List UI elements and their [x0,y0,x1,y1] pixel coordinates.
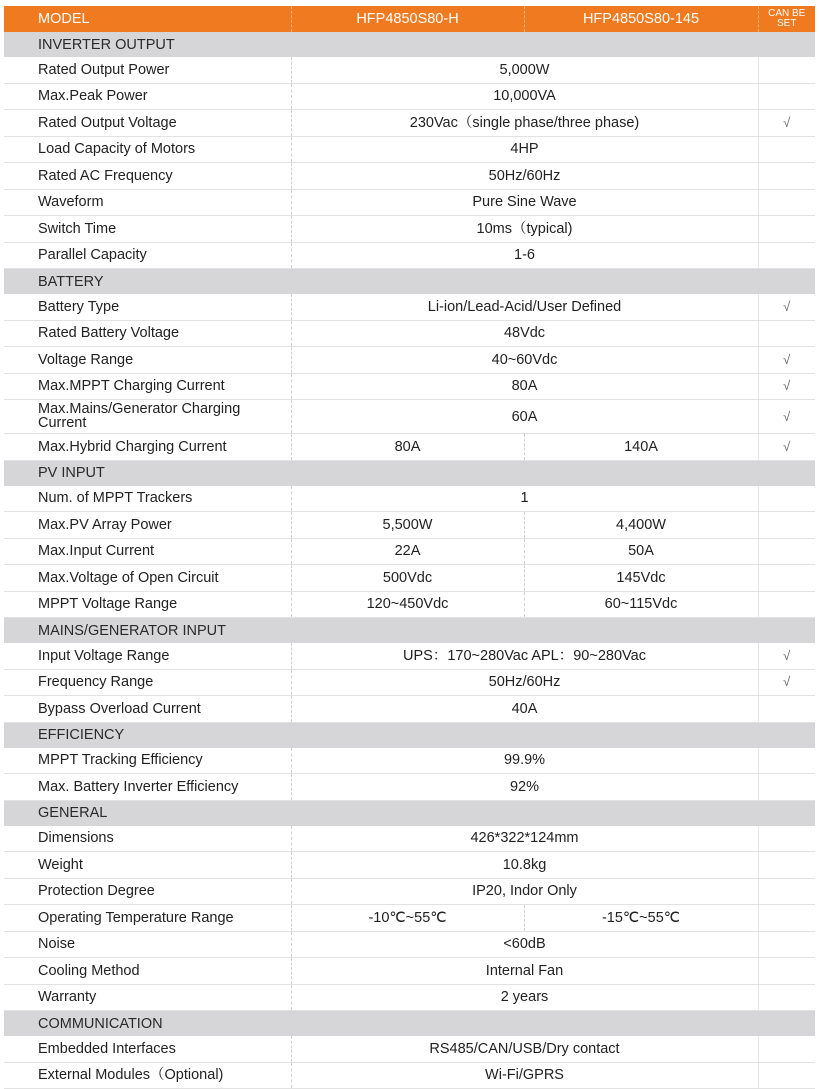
spec-row [4,931,815,958]
spec-value: RS485/CAN/USB/Dry contact [291,1036,758,1062]
spec-row [4,774,815,801]
spec-label: External Modules（Optional) [4,1062,291,1089]
settable-check-icon: √ [758,434,815,461]
spec-sheet [4,6,815,1089]
settable-check-icon: √ [758,373,815,400]
spec-row [4,486,815,512]
spec-row [4,1036,815,1062]
spec-value-model-b: 140A [524,434,758,461]
spec-row [4,696,815,723]
spec-label: Max. Battery Inverter Efficiency [4,774,291,801]
spec-row [4,57,815,83]
settable-check-icon: √ [758,110,815,137]
spec-row [4,958,815,985]
spec-label: Operating Temperature Range [4,905,291,932]
settable-cell [758,958,815,985]
settable-cell [758,826,815,852]
section-title: INVERTER OUTPUT [4,32,815,57]
settable-cell [758,512,815,539]
spec-label: Parallel Capacity [4,242,291,269]
section-title: GENERAL [4,800,815,826]
spec-row [4,669,815,696]
settable-cell [758,1036,815,1062]
spec-label: Weight [4,852,291,879]
spec-label: Switch Time [4,216,291,243]
spec-label: Load Capacity of Motors [4,136,291,163]
settable-cell [758,984,815,1011]
settable-cell [758,774,815,801]
spec-row [4,373,815,400]
spec-row [4,538,815,565]
settable-cell [758,878,815,905]
section-header-inverter-output [4,32,815,57]
spec-row [4,878,815,905]
spec-row [4,242,815,269]
spec-value: 50Hz/60Hz [291,669,758,696]
spec-value: Li-ion/Lead-Acid/User Defined [291,294,758,320]
spec-label: Num. of MPPT Trackers [4,486,291,512]
spec-label: Battery Type [4,294,291,320]
spec-label: Frequency Range [4,669,291,696]
spec-row [4,189,815,216]
spec-label: Rated AC Frequency [4,163,291,190]
settable-cell [758,320,815,347]
spec-label: Max.Hybrid Charging Current [4,434,291,461]
settable-check-icon: √ [758,347,815,374]
section-header-pv-input [4,460,815,486]
spec-value-model-b: 4,400W [524,512,758,539]
settable-cell [758,216,815,243]
settable-cell [758,748,815,774]
spec-row [4,216,815,243]
spec-label: Rated Output Voltage [4,110,291,137]
spec-value: 92% [291,774,758,801]
spec-label: Max.MPPT Charging Current [4,373,291,400]
spec-row [4,400,815,434]
spec-value: 426*322*124mm [291,826,758,852]
spec-label: Waveform [4,189,291,216]
section-header-efficiency [4,722,815,748]
spec-value-model-a: 500Vdc [291,565,524,592]
spec-row [4,83,815,110]
spec-value: 40A [291,696,758,723]
spec-table [4,6,815,1089]
spec-value: 99.9% [291,748,758,774]
spec-row [4,643,815,669]
settable-cell [758,163,815,190]
settable-cell [758,538,815,565]
model-a-header: HFP4850S80-H [291,6,524,32]
spec-row [4,1062,815,1089]
section-title: BATTERY [4,269,815,295]
spec-value: 2 years [291,984,758,1011]
spec-label: Max.Peak Power [4,83,291,110]
spec-row [4,852,815,879]
section-header-battery [4,269,815,295]
settable-cell [758,136,815,163]
spec-value: UPS：170~280Vac APL：90~280Vac [291,643,758,669]
spec-row [4,434,815,461]
spec-value: 40~60Vdc [291,347,758,374]
spec-label: Warranty [4,984,291,1011]
settable-cell [758,591,815,618]
spec-value: 1 [291,486,758,512]
section-header-communication [4,1011,815,1037]
settable-cell [758,931,815,958]
spec-row [4,591,815,618]
settable-cell [758,57,815,83]
spec-value-model-b: -15℃~55℃ [524,905,758,932]
spec-value-model-a: -10℃~55℃ [291,905,524,932]
settable-check-icon: √ [758,294,815,320]
spec-table-body [4,6,815,1089]
spec-value: Wi-Fi/GPRS [291,1062,758,1089]
spec-row [4,512,815,539]
spec-row [4,826,815,852]
spec-value-model-a: 80A [291,434,524,461]
settable-cell [758,905,815,932]
table-header-row [4,6,815,32]
spec-value: Pure Sine Wave [291,189,758,216]
spec-value: 60A [291,400,758,434]
spec-value: 10,000VA [291,83,758,110]
spec-label: Voltage Range [4,347,291,374]
settable-check-icon: √ [758,669,815,696]
spec-value: 48Vdc [291,320,758,347]
spec-value-model-a: 22A [291,538,524,565]
section-title: EFFICIENCY [4,722,815,748]
can-be-set-line-1: CAN BE [768,8,806,19]
spec-value: Internal Fan [291,958,758,985]
spec-label: Rated Battery Voltage [4,320,291,347]
section-header-mains-input [4,618,815,644]
section-header-general [4,800,815,826]
spec-label: Protection Degree [4,878,291,905]
spec-row [4,163,815,190]
settable-cell [758,565,815,592]
spec-row [4,294,815,320]
spec-label: Noise [4,931,291,958]
spec-value: 1-6 [291,242,758,269]
spec-value-model-a: 5,500W [291,512,524,539]
spec-row [4,110,815,137]
spec-value-model-a: 120~450Vdc [291,591,524,618]
spec-value: 4HP [291,136,758,163]
spec-row [4,748,815,774]
spec-label: Embedded Interfaces [4,1036,291,1062]
spec-row [4,565,815,592]
spec-row [4,984,815,1011]
spec-row [4,347,815,374]
spec-label: Max.Voltage of Open Circuit [4,565,291,592]
spec-value: 10.8kg [291,852,758,879]
spec-label: Max.Input Current [4,538,291,565]
spec-value-model-b: 145Vdc [524,565,758,592]
settable-check-icon: √ [758,643,815,669]
spec-label: Bypass Overload Current [4,696,291,723]
spec-value: 230Vac（single phase/three phase) [291,110,758,137]
spec-value-model-b: 50A [524,538,758,565]
section-title: COMMUNICATION [4,1011,815,1037]
settable-cell [758,83,815,110]
spec-label: MPPT Tracking Efficiency [4,748,291,774]
spec-value: <60dB [291,931,758,958]
settable-cell [758,1062,815,1089]
section-title: MAINS/GENERATOR INPUT [4,618,815,644]
spec-label: Max.PV Array Power [4,512,291,539]
settable-cell [758,852,815,879]
model-header-label: MODEL [4,6,291,32]
settable-cell [758,486,815,512]
spec-value-model-b: 60~115Vdc [524,591,758,618]
settable-cell [758,242,815,269]
settable-check-icon: √ [758,400,815,434]
section-title: PV INPUT [4,460,815,486]
can-be-set-line-2: SET [777,18,797,29]
spec-label: Input Voltage Range [4,643,291,669]
spec-row [4,905,815,932]
settable-cell [758,696,815,723]
can-be-set-header [758,6,815,32]
spec-row [4,136,815,163]
spec-label: Cooling Method [4,958,291,985]
settable-cell [758,189,815,216]
spec-row [4,320,815,347]
spec-value: 50Hz/60Hz [291,163,758,190]
spec-value: IP20, Indor Only [291,878,758,905]
spec-label: Rated Output Power [4,57,291,83]
spec-label: Dimensions [4,826,291,852]
spec-value: 80A [291,373,758,400]
spec-value: 10ms（typical) [291,216,758,243]
spec-label: MPPT Voltage Range [4,591,291,618]
model-b-header: HFP4850S80-145 [524,6,758,32]
spec-label: Max.Mains/Generator Charging Current [4,400,291,434]
spec-value: 5,000W [291,57,758,83]
